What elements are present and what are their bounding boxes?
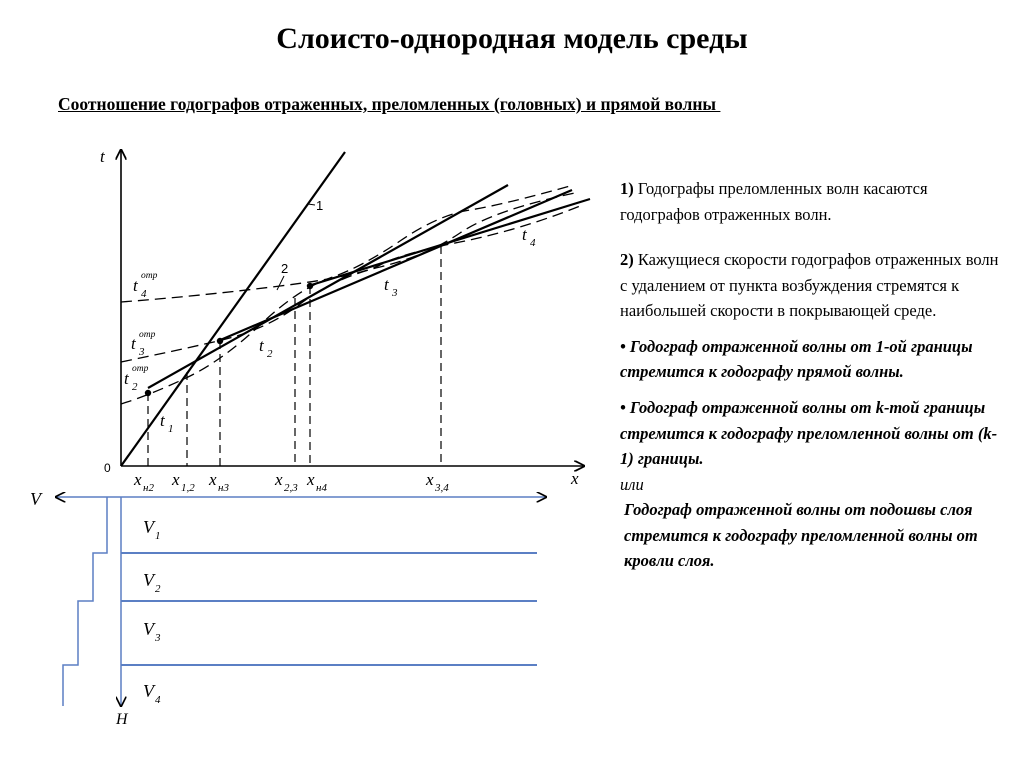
svg-text:t: t [259, 336, 264, 355]
t-axis-label: t [100, 147, 105, 166]
layer-label-v4 [143, 681, 161, 706]
svg-text:1: 1 [155, 530, 161, 542]
label-t3 [384, 275, 398, 299]
refracted-line-t3 [218, 190, 572, 341]
note-bullet-2: • Годограф отраженной волны от k-той границы стремится к годографу преломленной волны от (k-1) границы. [620, 397, 998, 469]
label-t2-refl [124, 364, 149, 393]
svg-text:V: V [143, 570, 154, 590]
label-t4-refl [133, 271, 158, 300]
svg-text:3: 3 [155, 632, 161, 644]
label-t1 [160, 411, 174, 435]
layer-label-v1 [143, 517, 161, 542]
label-t4 [522, 225, 536, 249]
refracted-line-t4 [308, 199, 590, 286]
reflected-curve-t4 [121, 206, 580, 302]
svg-text:отр: отр [132, 364, 149, 374]
origin-label: 0 [104, 461, 111, 475]
svg-text:V: V [143, 619, 154, 639]
svg-text:x: x [134, 470, 142, 489]
svg-text:отр: отр [141, 271, 158, 281]
svg-text:x: x [172, 470, 180, 489]
svg-text:н3: н3 [218, 482, 229, 494]
slide-subtitle: Соотношение годографов отраженных, преломленных (головных) и прямой волны [58, 94, 721, 114]
note-bullet-3: Годограф отраженной волны от подошвы слоя стремится к годографу преломленной волны от кровли слоя. [624, 500, 978, 571]
svg-text:отр: отр [139, 330, 156, 340]
layer-label-v2 [143, 570, 161, 595]
svg-text:V: V [143, 681, 154, 701]
curve-number-1: 1 [316, 198, 324, 213]
model-v-label: V [30, 489, 41, 509]
svg-text:t: t [522, 225, 527, 244]
svg-text:x: x [275, 470, 283, 489]
label-t2 [259, 336, 273, 360]
note-1: 1) Годографы преломленных волн касаются годографов отраженных волн. [620, 179, 928, 224]
label-t3-refl [131, 330, 156, 358]
svg-text:t: t [384, 275, 389, 294]
svg-text:1: 1 [168, 423, 174, 435]
velocity-step-profile [63, 497, 107, 706]
note-or: или [620, 474, 644, 494]
svg-text:н2: н2 [143, 482, 154, 494]
svg-text:3,4: 3,4 [435, 482, 449, 494]
layer-label-v3 [143, 619, 161, 644]
svg-text:t: t [131, 334, 136, 353]
svg-text:2: 2 [155, 583, 161, 595]
svg-text:1,2: 1,2 [181, 482, 195, 494]
svg-text:x: x [426, 470, 434, 489]
svg-text:4: 4 [530, 237, 536, 249]
svg-text:2: 2 [267, 348, 273, 360]
curve-number-2-leader [277, 276, 284, 290]
svg-text:3: 3 [139, 346, 145, 358]
svg-text:t: t [124, 369, 129, 388]
svg-text:t: t [133, 276, 138, 295]
slide-title: Слоисто-однородная модель среды [276, 22, 748, 55]
svg-text:2: 2 [132, 381, 138, 393]
svg-text:x: x [209, 470, 217, 489]
tick-label-x34 [425, 470, 449, 494]
curve-number-2: 2 [281, 261, 289, 276]
svg-text:3: 3 [392, 287, 398, 299]
svg-text:x: x [307, 470, 315, 489]
svg-text:4: 4 [155, 694, 161, 706]
tick-label-xn4 [306, 470, 327, 494]
tick-label-x23 [274, 470, 298, 494]
svg-text:V: V [143, 517, 154, 537]
x-axis-label: x [571, 469, 579, 488]
model-h-label: H [116, 711, 128, 728]
notes-panel [620, 176, 1000, 574]
svg-text:t: t [160, 411, 165, 430]
curve-number-1-leader [308, 204, 315, 205]
note-bullet-1: • Годограф отраженной волны от 1-ой границы стремится к годографу прямой волны. [620, 336, 973, 382]
note-2: 2) Кажущиеся скорости годографов отраженных волн с удалением от пункта возбуждения стремятся к наибольшей скорости в покрывающей среде. [620, 250, 999, 321]
tick-label-xn2 [133, 470, 154, 494]
tick-label-xn3 [208, 470, 229, 494]
svg-text:4: 4 [141, 288, 147, 300]
svg-text:н4: н4 [316, 482, 327, 494]
direct-wave-line-1 [121, 152, 345, 466]
svg-text:2,3: 2,3 [284, 482, 298, 494]
tick-label-x12 [171, 470, 195, 494]
